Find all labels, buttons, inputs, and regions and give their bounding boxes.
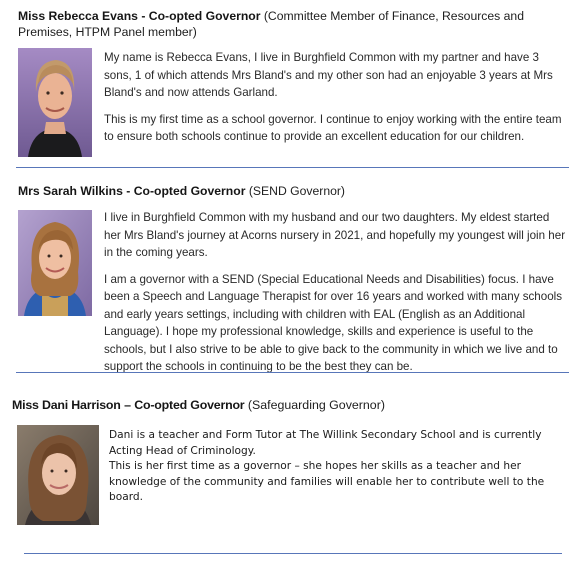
governor-bio	[104, 49, 566, 146]
bio-paragraph: I live in Burghfield Common with my husband and our two daughters. My eldest started her Mrs Bland's journey at Acorns nursery in 2021, and hopefully my youngest will join her in the coming years.	[104, 211, 566, 259]
bio-paragraph: Dani is a teacher and Form Tutor at The Willink Secondary School and is currently Acting Head of Criminology.	[109, 429, 542, 457]
heading-separator: –	[124, 398, 131, 412]
governor-role: (Committee Member of Finance, Resources and Premises, HTPM Panel member)	[18, 9, 524, 39]
section-divider	[24, 553, 562, 554]
governor-bio	[109, 428, 564, 506]
governor-heading	[18, 8, 563, 40]
governor-title: Co-opted Governor	[134, 398, 245, 412]
heading-separator: -	[141, 9, 146, 23]
governor-name: Miss Rebecca Evans	[18, 9, 138, 23]
bio-paragraph: This is my first time as a school governor. I continue to enjoy working with the entire team to ensure both schools continue to provide an excellent education for our children.	[104, 112, 562, 143]
governor-photo	[17, 425, 99, 525]
governor-photo	[18, 48, 92, 157]
governor-title: Co-opted Governor	[133, 184, 246, 198]
section-divider	[16, 167, 569, 168]
governor-heading	[18, 183, 563, 199]
governor-role: (Safeguarding Governor)	[247, 398, 385, 412]
governor-bio	[18, 209, 566, 376]
bio-paragraph: This is her first time as a governor – she hopes her skills as a teacher and her knowledge of the community and families will enable her to contribute well to the board.	[109, 460, 545, 503]
governor-name: Miss Dani Harrison	[12, 398, 121, 412]
portrait-image	[18, 48, 92, 157]
heading-separator: -	[126, 184, 131, 198]
bio-paragraph: My name is Rebecca Evans, I live in Burghfield Common with my partner and have 3 sons, 1 of which attends Mrs Bland's and my other son had an enjoyable 3 years at Mrs Bland's and now attends Garland.	[104, 51, 553, 99]
governor-title: Co-opted Governor	[148, 9, 261, 23]
portrait-image	[17, 425, 99, 525]
governor-name: Mrs Sarah Wilkins	[18, 184, 123, 198]
bio-paragraph: I am a governor with a SEND (Special Educational Needs and Disabilities) focus. I have been a Speech and Language Therapist for over 16 years and worked with many schools and early years settings, including with children with EAL (English as an Additional Language). I hope my professional knowledge, skills and experience is useful to the schools, but I also strive to be able to give back to the community in which we live and to support the schools in continuing to be the best they can be.	[104, 272, 563, 373]
governor-role: (SEND Governor)	[248, 184, 345, 198]
governor-heading	[12, 397, 572, 413]
section-divider	[16, 372, 569, 373]
